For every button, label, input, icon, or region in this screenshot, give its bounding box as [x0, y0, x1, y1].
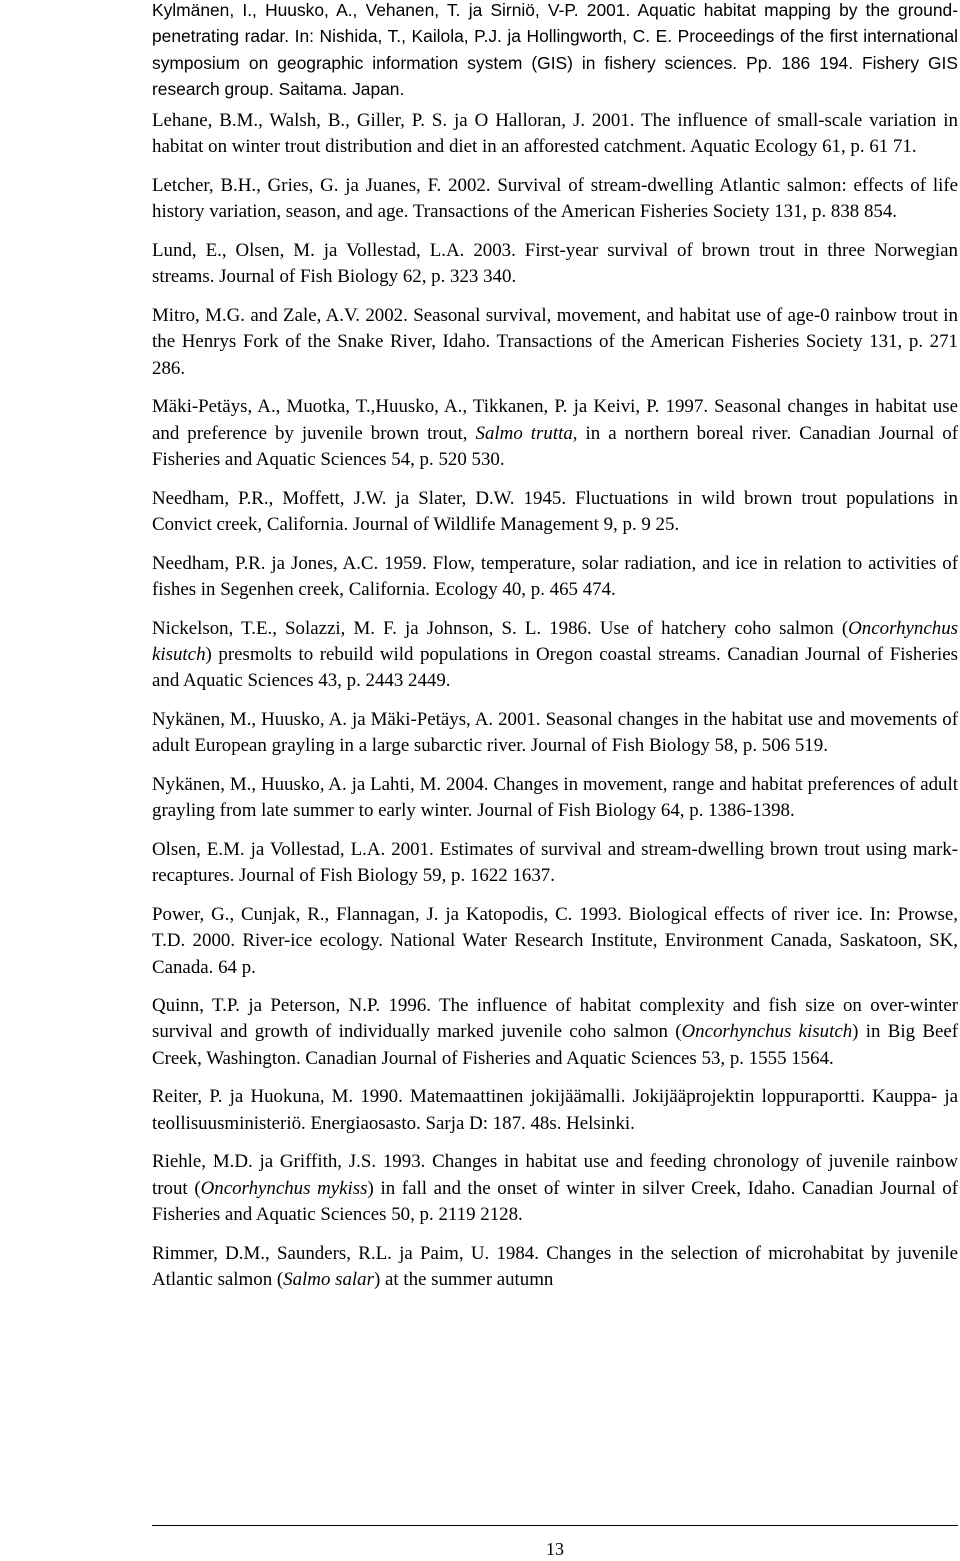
reference-entry: [152, 707, 958, 760]
reference-text: , in a northern boreal river. Canadian Journal of Fisheries and Aquatic Sciences 54, p. 520 530.: [152, 422, 958, 471]
reference-entry: [152, 303, 958, 382]
reference-text: Power, G., Cunjak, R., Flannagan, J. ja Katopodis, C. 1993. Biological effects of river ice. In: Prowse, T.D. 2000. River-ice ecology. National Water Research Institute, Environment Canada, Saskatoon, SK, Canada. 64 p.: [152, 903, 958, 978]
reference-text: Mäki-Petäys, A., Muotka, T.,Huusko, A., Tikkanen, P. ja Keivi, P. 1997. Seasonal changes in habitat use and preference by juvenile brown trout,: [152, 396, 958, 444]
reference-text: ) in Big Beef Creek, Washington. Canadian Journal of Fisheries and Aquatic Sciences 53, p. 1555 1564.: [152, 1021, 959, 1069]
reference-text: Mitro, M.G. and Zale, A.V. 2002. Seasonal survival, movement, and habitat use of age-0 rainbow trout in the Henrys Fork of the Snake River, Idaho. Transactions of the American Fisheries Society 131, p. 271 286.: [152, 305, 958, 379]
reference-entry: [152, 1149, 958, 1228]
reference-list: [152, 0, 958, 1306]
reference-text: Lund, E., Olsen, M. ja Vollestad, L.A. 2003. First-year survival of brown trout in three Norwegian streams. Journal of Fish Biology 62, p. 323 340.: [152, 240, 958, 288]
species-name: Oncorhynchus kisutch: [681, 1021, 853, 1043]
reference-text: Reiter, P. ja Huokuna, M. 1990. Matemaattinen jokijäämalli. Jokijääprojektin loppuraportti. Kauppa- ja teollisuusministeriö. Energiaosasto. Sarja D: 187. 48s. Helsinki.: [152, 1086, 958, 1134]
reference-entry: [152, 486, 958, 539]
species-name: Oncorhynchus kisutch: [152, 617, 958, 665]
reference-entry: [152, 173, 958, 226]
reference-text: ) at the summer autumn: [373, 1269, 554, 1291]
footer-divider: [152, 1525, 958, 1526]
reference-text: Rimmer, D.M., Saunders, R.L. ja Paim, U. 1984. Changes in the selection of microhabitat by juvenile Atlantic salmon (: [152, 1242, 958, 1291]
species-name: Salmo salar: [283, 1269, 374, 1291]
reference-text: Nykänen, M., Huusko, A. ja Mäki-Petäys, A. 2001. Seasonal changes in the habitat use and movements of adult European grayling in a large subarctic river. Journal of Fish Biology 58, p. 506 519.: [152, 708, 958, 757]
reference-text: Kylmänen, I., Huusko, A., Vehanen, T. ja Sirniö, V-P. 2001. Aquatic habitat mapping by the ground-penetrating radar. In: Nishida, T., Kailola, P.J. ja Hollingworth, C. E. Proceedings of the first international symposium on geographic information system (GIS) in fishery sciences. Pp. 186 194. Fishery GIS research group. Saitama. Japan.: [152, 0, 958, 99]
reference-text: Letcher, B.H., Gries, G. ja Juanes, F. 2002. Survival of stream-dwelling Atlantic salmon: effects of life history variation, season, and age. Transactions of the American Fisheries Society 131, p. 838 854.: [152, 175, 958, 223]
reference-text: Needham, P.R. ja Jones, A.C. 1959. Flow, temperature, solar radiation, and ice in relation to activities of fishes in Segenhen creek, California. Ecology 40, p. 465 474.: [152, 552, 958, 600]
reference-entry: [152, 902, 958, 981]
reference-entry: [152, 772, 958, 825]
reference-entry: [152, 394, 958, 473]
reference-text: Olsen, E.M. ja Vollestad, L.A. 2001. Estimates of survival and stream-dwelling brown trout using mark-recaptures. Journal of Fish Biology 59, p. 1622 1637.: [152, 838, 958, 887]
reference-entry: [152, 238, 958, 291]
reference-entry: [152, 1241, 958, 1294]
reference-text: Quinn, T.P. ja Peterson, N.P. 1996. The influence of habitat complexity and fish size on over-winter survival and growth of individually marked juvenile coho salmon (: [152, 995, 958, 1043]
reference-entry: [152, 1084, 958, 1137]
reference-text: Needham, P.R., Moffett, J.W. ja Slater, D.W. 1945. Fluctuations in wild brown trout populations in Convict creek, California. Journal of Wildlife Management 9, p. 9 25.: [152, 487, 958, 535]
reference-entry: [152, 108, 958, 161]
reference-text: ) presmolts to rebuild wild populations in Oregon coastal streams. Canadian Journal of Fisheries and Aquatic Sciences 43, p. 2443 2449.: [152, 643, 958, 692]
reference-text: Nykänen, M., Huusko, A. ja Lahti, M. 2004. Changes in movement, range and habitat preferences of adult grayling from late summer to early winter. Journal of Fish Biology 64, p. 1386-1398.: [152, 773, 958, 822]
species-name: Oncorhynchus mykiss: [200, 1177, 368, 1199]
reference-entry: [152, 616, 958, 695]
species-name: Salmo trutta: [475, 422, 573, 444]
reference-text: ) in fall and the onset of winter in silver Creek, Idaho. Canadian Journal of Fisheries and Aquatic Sciences 50, p. 2119 2128.: [152, 1177, 958, 1226]
reference-entry: [152, 993, 958, 1072]
page-number: 13: [546, 1539, 564, 1559]
reference-entry: [152, 837, 958, 890]
reference-entry: [152, 551, 958, 604]
reference-text: Lehane, B.M., Walsh, B., Giller, P. S. ja O Halloran, J. 2001. The influence of small-scale variation in habitat on winter trout distribution and diet in an afforested catchment. Aquatic Ecology 61, p. 61 71.: [152, 110, 958, 158]
reference-text: Nickelson, T.E., Solazzi, M. F. ja Johnson, S. L. 1986. Use of hatchery coho salmon (: [152, 617, 849, 639]
reference-entry: [152, 0, 958, 102]
reference-text: Riehle, M.D. ja Griffith, J.S. 1993. Changes in habitat use and feeding chronology of juvenile rainbow trout (: [152, 1151, 958, 1199]
